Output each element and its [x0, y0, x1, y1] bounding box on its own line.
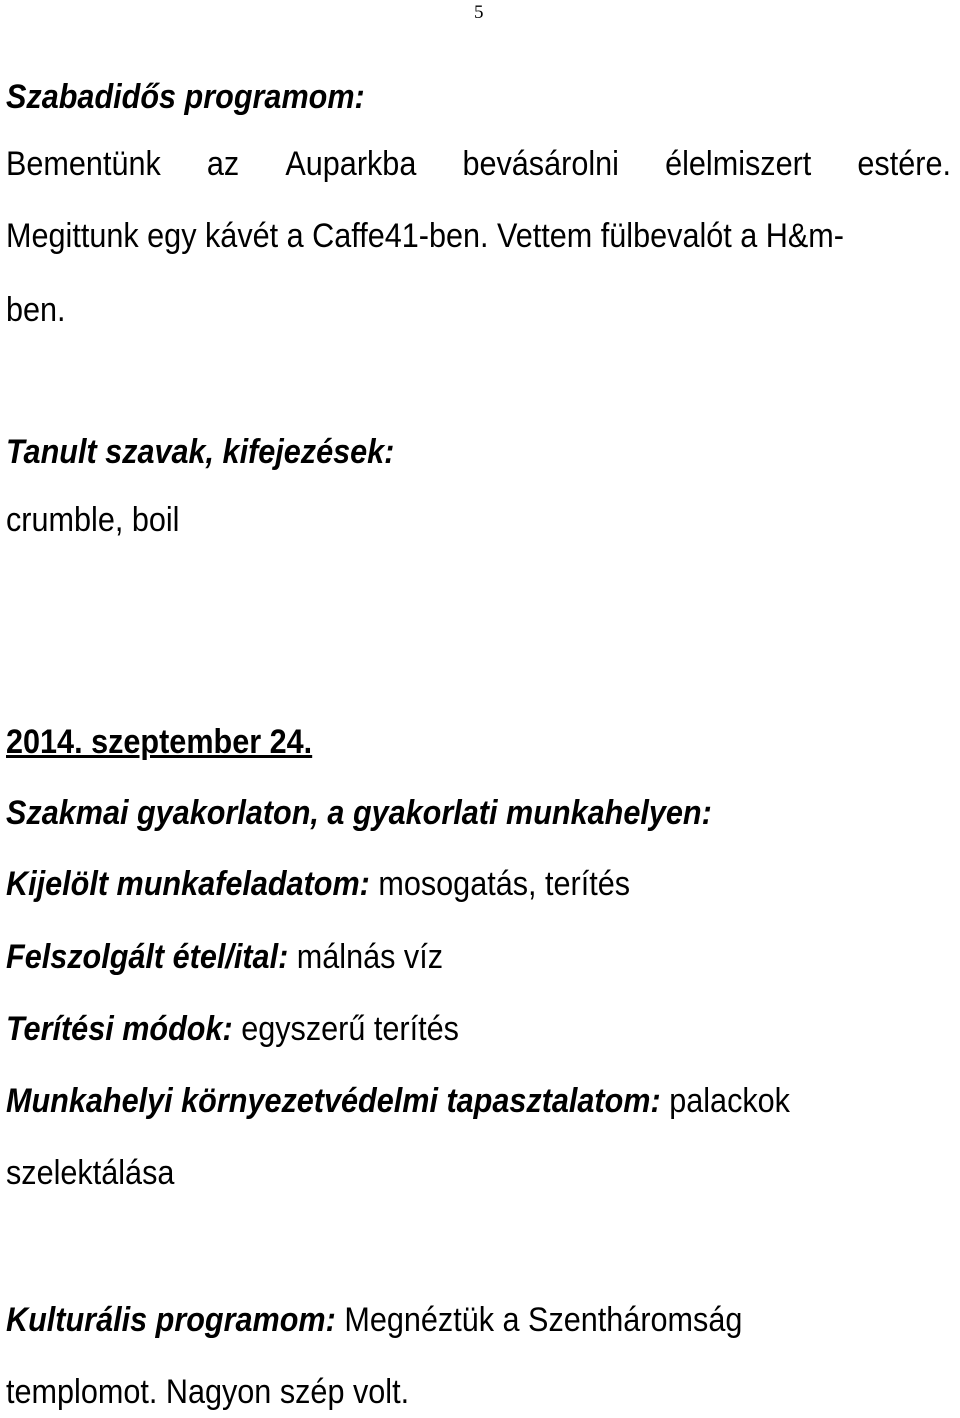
leisure-word: Bementünk	[6, 145, 161, 183]
leisure-word: élelmiszert	[665, 145, 812, 183]
culture-label: Kulturális programom:	[6, 1301, 336, 1339]
served-label: Felszolgált étel/ital:	[6, 938, 289, 976]
setting-value: egyszerű terítés	[232, 1010, 459, 1048]
task-value: mosogatás, terítés	[369, 865, 631, 903]
leisure-word: estére.	[857, 145, 951, 183]
setting-label: Terítési módok:	[6, 1010, 233, 1048]
served-value: málnás víz	[288, 938, 444, 976]
culture-line-cont: templomot. Nagyon szép volt.	[6, 1373, 410, 1411]
task-line	[6, 864, 630, 904]
leisure-heading: Szabadidős programom:	[6, 78, 365, 116]
env-line	[6, 1081, 790, 1121]
leisure-line-1	[6, 144, 951, 184]
culture-line	[6, 1300, 742, 1340]
leisure-word: bevásárolni	[462, 145, 619, 183]
culture-value: Megnéztük a Szentháromság	[335, 1301, 743, 1339]
env-line-cont: szelektálása	[6, 1154, 175, 1192]
vocabulary-items: crumble, boil	[6, 501, 180, 539]
env-label: Munkahelyi környezetvédelmi tapasztalatom:	[6, 1082, 661, 1120]
entry-date: 2014. szeptember 24.	[6, 723, 313, 761]
env-value: palackok	[660, 1082, 790, 1120]
page-number: 5	[474, 2, 484, 23]
entry-heading: Szakmai gyakorlaton, a gyakorlati munkahelyen:	[6, 794, 712, 832]
leisure-word: Auparkba	[285, 145, 417, 183]
leisure-line-3: ben.	[6, 291, 66, 329]
leisure-word: az	[206, 145, 240, 183]
vocabulary-heading: Tanult szavak, kifejezések:	[6, 433, 395, 471]
task-label: Kijelölt munkafeladatom:	[6, 865, 370, 903]
served-line	[6, 937, 443, 977]
leisure-line-2: Megittunk egy kávét a Caffe41-ben. Vettem fülbevalót a H&m-	[6, 217, 844, 255]
setting-line	[6, 1009, 459, 1049]
